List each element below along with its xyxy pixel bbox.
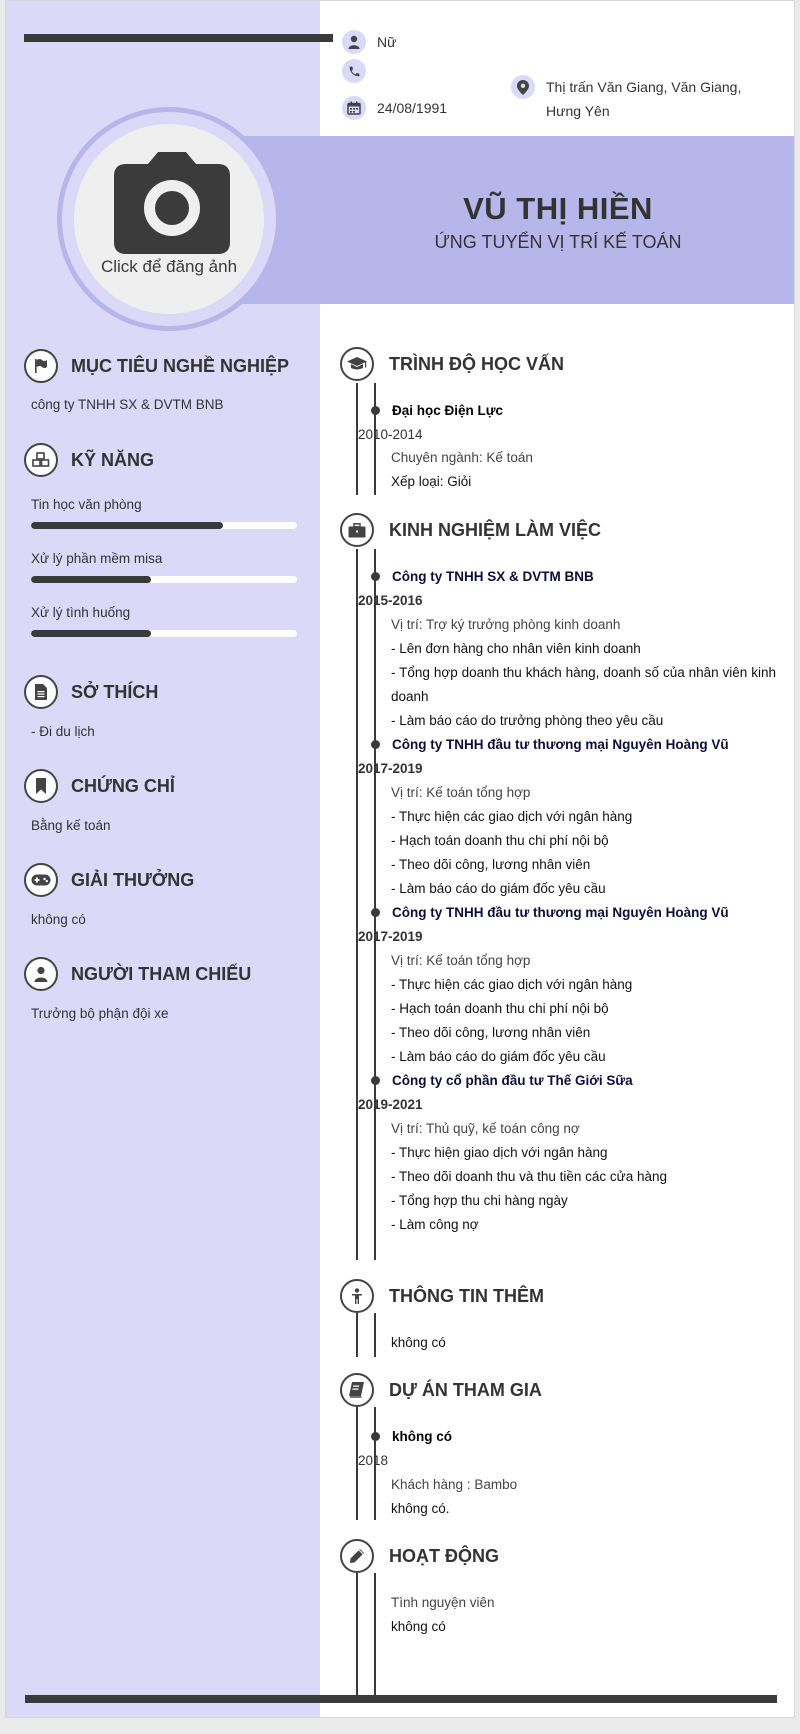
timeline-line bbox=[356, 1313, 358, 1357]
timeline-line bbox=[374, 549, 376, 1260]
skill-bar bbox=[31, 630, 297, 637]
job-position: Vị trí: Kế toán tổng hợp bbox=[391, 953, 531, 968]
job-position: Vị trí: Thủ quỹ, kế toán công nợ bbox=[391, 1121, 580, 1136]
certificates-text: Bằng kế toán bbox=[31, 818, 111, 833]
activities-title: HOẠT ĐỘNG bbox=[389, 1545, 499, 1566]
job-company: Công ty TNHH đầu tư thương mại Nguyên Hoàng Vũ bbox=[392, 905, 729, 920]
certificates-title: CHỨNG CHỈ bbox=[71, 775, 175, 796]
skill-bar bbox=[31, 522, 297, 529]
job-duty: - Theo dõi doanh thu và thu tiền các cửa hàng bbox=[391, 1169, 667, 1184]
job-duty: - Hạch toán doanh thu chi phí nội bộ bbox=[391, 1001, 609, 1016]
skill-bar bbox=[31, 576, 297, 583]
job-duty: - Làm công nợ bbox=[391, 1217, 479, 1232]
calendar-icon bbox=[342, 96, 366, 120]
job-position: Vị trí: Trợ ký trưởng phòng kinh doanh bbox=[391, 617, 621, 632]
additional-header bbox=[340, 1279, 544, 1313]
awards-title: GIẢI THƯỞNG bbox=[71, 869, 195, 890]
projects-title: DỰ ÁN THAM GIA bbox=[389, 1379, 542, 1400]
candidate-name: VŨ THỊ HIỀN bbox=[463, 191, 653, 226]
timeline-line bbox=[374, 1573, 376, 1695]
project-client: Khách hàng : Bambo bbox=[391, 1477, 518, 1492]
education-years: 2010-2014 bbox=[358, 427, 423, 442]
objective-text: công ty TNHH SX & DVTM BNB bbox=[31, 397, 224, 412]
projects-header bbox=[340, 1373, 542, 1407]
additional-title: THÔNG TIN THÊM bbox=[389, 1285, 544, 1306]
skill-fill bbox=[31, 630, 151, 637]
timeline-dot bbox=[371, 1076, 380, 1085]
awards-text: không có bbox=[31, 912, 86, 927]
skill-fill bbox=[31, 576, 151, 583]
avatar[interactable] bbox=[74, 124, 264, 314]
timeline-dot bbox=[371, 740, 380, 749]
project-desc: không có. bbox=[391, 1501, 450, 1516]
user-icon bbox=[24, 957, 58, 991]
education-grade: Xếp loại: Giỏi bbox=[391, 474, 472, 489]
education-header bbox=[340, 347, 564, 381]
job-years: 2019-2021 bbox=[358, 1097, 423, 1112]
job-years: 2017-2019 bbox=[358, 929, 423, 944]
upload-photo-label: Click để đăng ảnh bbox=[100, 257, 238, 276]
camera-icon bbox=[114, 150, 230, 254]
job-duty: - Theo dõi công, lương nhân viên bbox=[391, 1025, 591, 1040]
job-duty: - Lên đơn hàng cho nhân viên kinh doanh bbox=[391, 641, 641, 656]
flag-icon bbox=[24, 349, 58, 383]
bookmark-icon bbox=[24, 769, 58, 803]
hobbies-text: - Đi du lịch bbox=[31, 724, 95, 739]
experience-header bbox=[340, 513, 601, 547]
gamepad-icon bbox=[24, 863, 58, 897]
top-divider bbox=[24, 34, 333, 42]
skill-name: Xử lý tình huống bbox=[31, 605, 131, 620]
activity-role: Tình nguyện viên bbox=[391, 1595, 495, 1610]
skill-name: Xử lý phần mềm misa bbox=[31, 551, 163, 566]
job-duty: - Tổng hợp thu chi hàng ngày bbox=[391, 1193, 568, 1208]
timeline-dot bbox=[371, 908, 380, 917]
document-icon bbox=[24, 675, 58, 709]
graduation-cap-icon bbox=[340, 347, 374, 381]
awards-header bbox=[24, 863, 194, 897]
job-duty: - Làm báo cáo do giám đốc yêu cầu bbox=[391, 881, 606, 896]
skills-header bbox=[24, 443, 154, 477]
address-line-2: Hưng Yên bbox=[546, 103, 610, 119]
timeline-line bbox=[356, 549, 358, 1260]
job-duty: - Thực hiện các giao dịch với ngân hàng bbox=[391, 809, 633, 824]
objective-header bbox=[24, 349, 289, 383]
activity-desc: không có bbox=[391, 1619, 446, 1634]
address-value bbox=[546, 75, 741, 123]
project-year: 2018 bbox=[358, 1453, 389, 1468]
timeline-dot bbox=[371, 406, 380, 415]
contact-gender bbox=[342, 30, 396, 54]
contact-phone bbox=[342, 59, 377, 83]
skills-title: KỸ NĂNG bbox=[71, 449, 155, 470]
address-line-1: Thị trấn Văn Giang, Văn Giang, bbox=[546, 79, 742, 95]
timeline-line bbox=[374, 1313, 376, 1357]
hobbies-header bbox=[24, 675, 158, 709]
skill-name: Tin học văn phòng bbox=[31, 497, 142, 512]
references-title: NGƯỜI THAM CHIẾU bbox=[71, 963, 252, 984]
additional-text: không có bbox=[391, 1335, 446, 1350]
cv-page bbox=[5, 0, 795, 1718]
job-duty: - Thực hiện giao dịch với ngân hàng bbox=[391, 1145, 608, 1160]
job-years: 2017-2019 bbox=[358, 761, 423, 776]
birthday-value: 24/08/1991 bbox=[377, 100, 448, 116]
activities-header bbox=[340, 1539, 499, 1573]
school-name: Đại học Điện Lực bbox=[392, 403, 504, 418]
phone-icon bbox=[342, 59, 366, 83]
map-marker-icon bbox=[511, 75, 535, 99]
project-name: không có bbox=[392, 1429, 452, 1444]
hobbies-title: SỞ THÍCH bbox=[71, 681, 159, 702]
job-duty: - Thực hiện các giao dịch với ngân hàng bbox=[391, 977, 633, 992]
candidate-position: ỨNG TUYỂN VỊ TRÍ KẾ TOÁN bbox=[434, 232, 682, 252]
user-icon bbox=[342, 30, 366, 54]
timeline-dot bbox=[371, 572, 380, 581]
person-icon bbox=[340, 1279, 374, 1313]
references-text: Trưởng bộ phận đội xe bbox=[31, 1006, 169, 1021]
gender-value: Nữ bbox=[377, 34, 397, 50]
pencil-icon bbox=[340, 1539, 374, 1573]
education-major: Chuyên ngành: Kế toán bbox=[391, 450, 533, 465]
job-duty: - Làm báo cáo do trưởng phòng theo yêu cầu bbox=[391, 713, 664, 728]
timeline-line bbox=[356, 1573, 358, 1695]
job-company: Công ty TNHH đầu tư thương mại Nguyên Hoàng Vũ bbox=[392, 737, 729, 752]
job-duty: - Tổng hợp doanh thu khách hàng, doanh số của nhân viên kinh doanh bbox=[391, 665, 776, 704]
job-position: Vị trí: Kế toán tổng hợp bbox=[391, 785, 531, 800]
skill-fill bbox=[31, 522, 223, 529]
objective-title: MỤC TIÊU NGHỀ NGHIỆP bbox=[71, 355, 290, 376]
job-duty: - Làm báo cáo do giám đốc yêu cầu bbox=[391, 1049, 606, 1064]
timeline-dot bbox=[371, 1432, 380, 1441]
experience-title: KINH NGHIỆM LÀM VIỆC bbox=[389, 519, 602, 540]
contact-address bbox=[511, 75, 741, 123]
briefcase-icon bbox=[340, 513, 374, 547]
references-header bbox=[24, 957, 251, 991]
bottom-divider bbox=[25, 1695, 777, 1703]
job-company: Công ty TNHH SX & DVTM BNB bbox=[392, 569, 594, 584]
certificates-header bbox=[24, 769, 175, 803]
cubes-icon bbox=[24, 443, 58, 477]
contact-birthday bbox=[342, 96, 447, 120]
book-icon bbox=[340, 1373, 374, 1407]
education-title: TRÌNH ĐỘ HỌC VẤN bbox=[389, 353, 564, 374]
job-duty: - Hạch toán doanh thu chi phí nội bộ bbox=[391, 833, 609, 848]
job-years: 2015-2016 bbox=[358, 593, 423, 608]
job-duty: - Theo dõi công, lương nhân viên bbox=[391, 857, 591, 872]
job-company: Công ty cổ phần đầu tư Thế Giới Sữa bbox=[392, 1073, 633, 1088]
